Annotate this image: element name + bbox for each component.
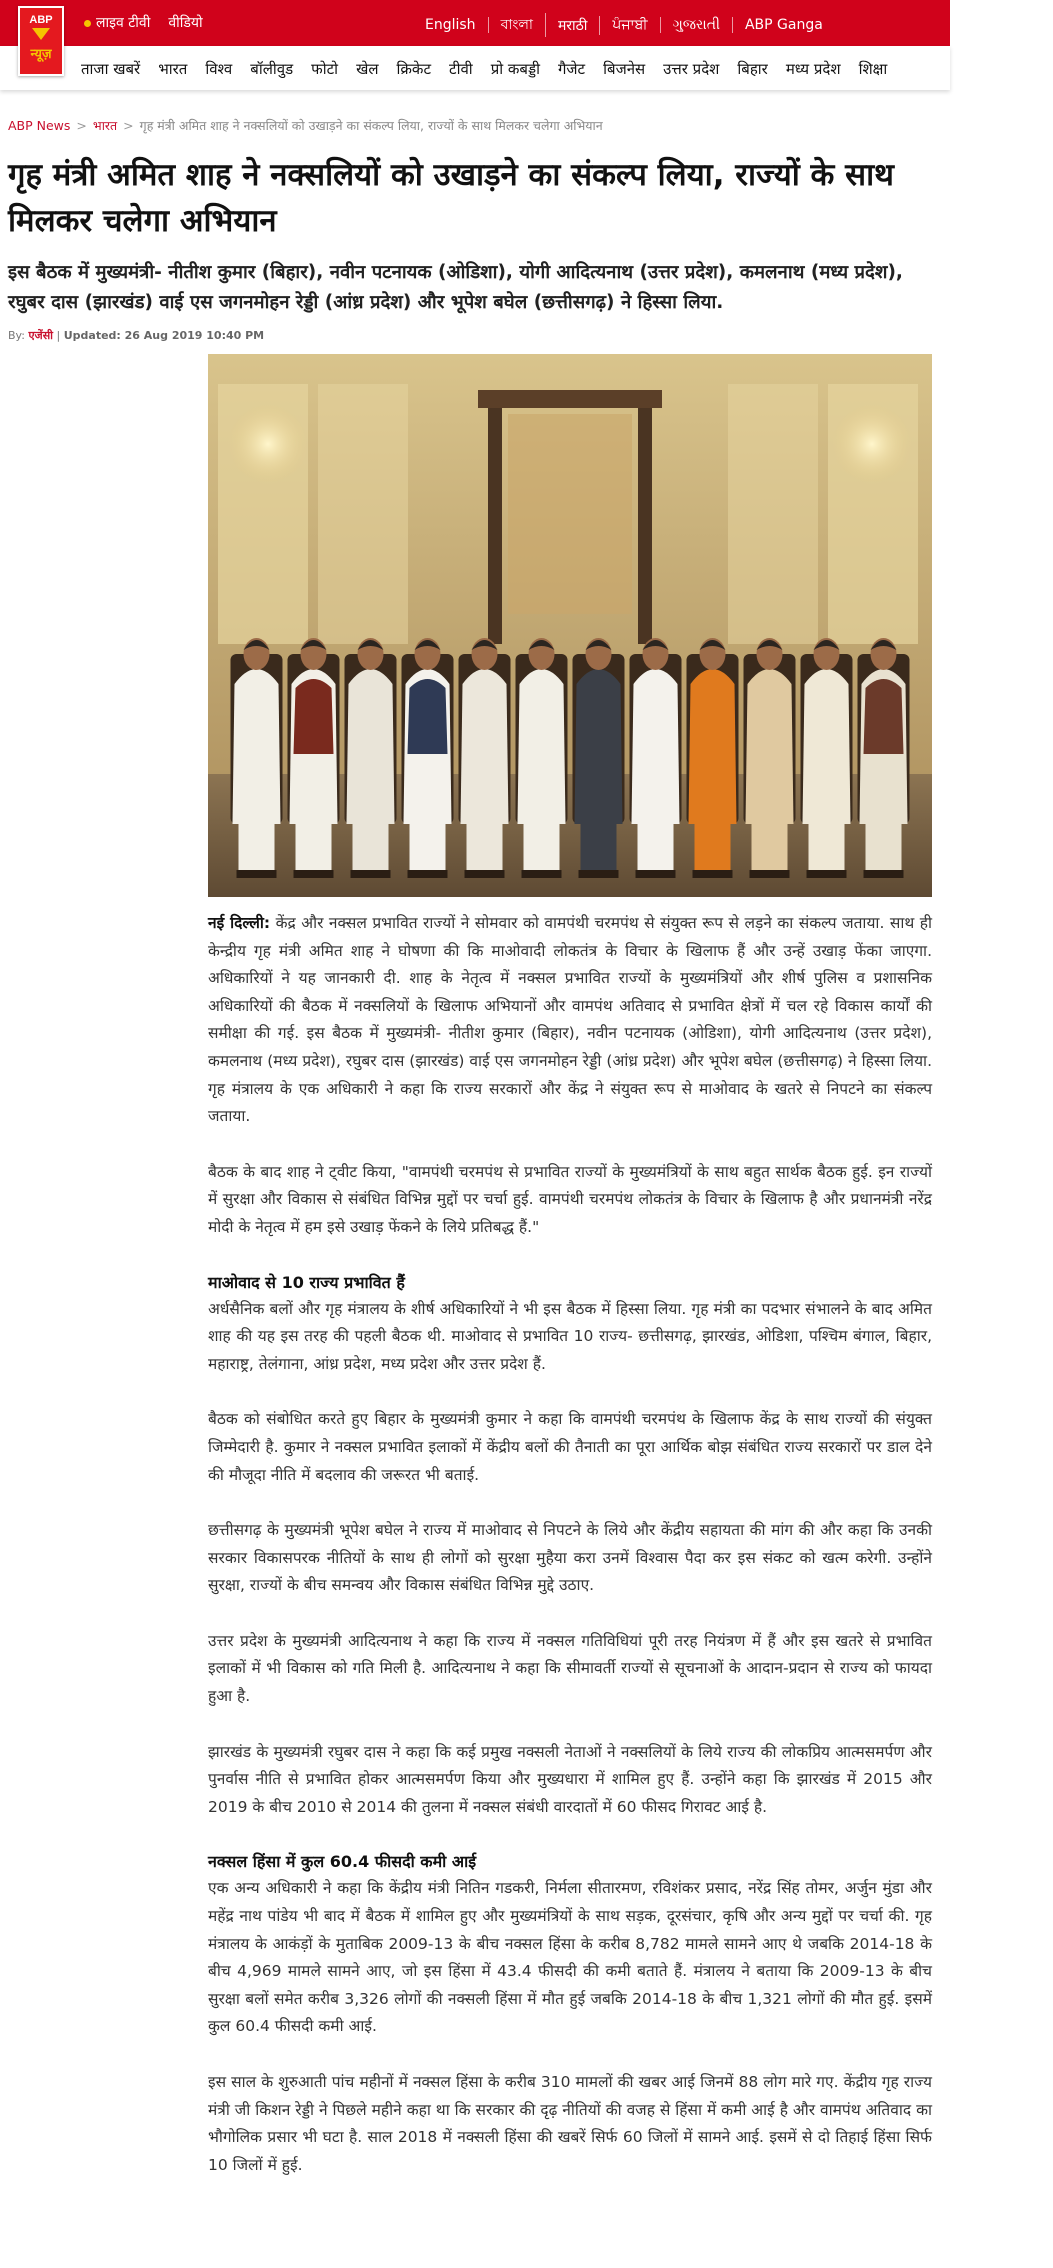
article-body [208, 910, 932, 2207]
article-byline [8, 328, 264, 343]
lang-link-punjabi[interactable]: ਪੰਜਾਬੀ [600, 17, 660, 33]
article-paragraph: छत्तीसगढ़ के मुख्यमंत्री भूपेश बघेल ने राज्य में माओवाद से निपटने के लिये और केंद्रीय सहायता की मांग की और कहा कि उनकी सरकार विकासपरक नीतियों के साथ ही लोगों को सुरक्षा मुहैया करा उनमें विश्वास पैदा कर इस संकट को खत्म करेगी. उन्होंने सुरक्षा, राज्यों के बीच समन्वय और विकास संबंधित विभिन्न मुद्दे उठाए. [208, 1521, 932, 1595]
lang-link-abp-ganga[interactable]: ABP Ganga [744, 17, 823, 33]
language-links [425, 13, 835, 37]
nav-item-gadget[interactable]: गैजेट [557, 60, 586, 78]
nav-item-photo[interactable]: फोटो [311, 60, 339, 78]
lang-link-english[interactable]: English [425, 17, 489, 33]
article-paragraph: बैठक के बाद शाह ने ट्वीट किया, "वामपंथी चरमपंथ से प्रभावित राज्यों के मुख्यमंत्रियों के साथ बहुत सार्थक बैठक हुई. इन राज्यों में सुरक्षा और विकास से संबंधित विभिन्न मुद्दों पर चर्चा हुई. वामपंथी चरमपंथ लोकतंत्र के विचार के खिलाफ है और प्रधानमंत्री नरेंद्र मोदी के नेतृत्व में हम इसे उखाड़ फेंकने के लिये प्रतिबद्ध हैं." [208, 1162, 932, 1236]
article-dateline: नई दिल्ली: [208, 914, 271, 932]
article-subheading: नक्सल हिंसा में कुल 60.4 फीसदी कमी आई [208, 1852, 477, 1872]
byline-author[interactable]: एजेंसी [28, 329, 53, 342]
logo-text-top: ABP [29, 14, 53, 26]
nav-item-latest-news[interactable]: ताजा खबरें [81, 60, 141, 78]
nav-item-pro-kabaddi[interactable]: प्रो कबड्डी [490, 60, 540, 78]
breadcrumb-home[interactable]: ABP News [8, 118, 71, 133]
nav-item-tv[interactable]: टीवी [449, 60, 473, 78]
article-paragraph: बैठक को संबोधित करते हुए बिहार के मुख्यमंत्री कुमार ने कहा कि वामपंथी चरमपंथ के खिलाफ केंद्र के साथ राज्यों की संयुक्त जिम्मेदारी है. कुमार ने नक्सल प्रभावित इलाकों में केंद्रीय बलों की तैनाती का पूरा आर्थिक बोझ संबंधित राज्य सरकारों पर डाल देने की मौजूदा नीति में बदलाव की जरूरत भी बताई. [208, 1410, 932, 1484]
nav-item-uttar-pradesh[interactable]: उत्तर प्रदेश [663, 60, 720, 78]
article-subtitle: इस बैठक में मुख्यमंत्री- नीतीश कुमार (बिहार), नवीन पटनायक (ओडिशा), योगी आदित्यनाथ (उत्तर प्रदेश), कमलनाथ (मध्य प्रदेश), रघुबर दास (झारखंड) वाई एस जगनमोहन रेड्डी (आंध्र प्रदेश) और भूपेश बघेल (छत्तीसगढ़) ने हिस्सा लिया. [8, 262, 903, 313]
nav-item-business[interactable]: बिजनेस [603, 60, 646, 78]
nav-item-sports[interactable]: खेल [356, 60, 379, 78]
video-link[interactable]: वीडियो [168, 15, 203, 31]
breadcrumb-separator: > [123, 118, 134, 133]
nav-item-madhya-pradesh[interactable]: मध्य प्रदेश [785, 60, 841, 78]
article-title: गृह मंत्री अमित शाह ने नक्सलियों को उखाड़ने का संकल्प लिया, राज्यों के साथ मिलकर चलेगा अभियान [8, 157, 894, 239]
byline-prefix: By: [8, 329, 25, 342]
live-tv-label: लाइव टीवी [96, 15, 151, 31]
top-header-bar [0, 0, 950, 46]
article-subheading: माओवाद से 10 राज्य प्रभावित हैं [208, 1272, 405, 1292]
byline-separator: | [56, 329, 61, 342]
article-hero-image [208, 354, 932, 897]
lang-link-marathi[interactable]: मराठी [546, 16, 600, 35]
breadcrumb-current: गृह मंत्री अमित शाह ने नक्सलियों को उखाड़ने का संकल्प लिया, राज्यों के साथ मिलकर चलेगा अभियान [139, 118, 603, 133]
nav-item-world[interactable]: विश्व [205, 60, 233, 78]
top-left-links [84, 13, 203, 32]
lang-link-gujarati[interactable]: ગુજરાતી [661, 17, 733, 33]
article-paragraph: उत्तर प्रदेश के मुख्यमंत्री आदित्यनाथ ने कहा कि राज्य में नक्सल गतिविधियां पूरी तरह नियंत्रण में हैं और इस खतरे से प्रभावित इलाकों में भी विकास को गति मिली है. आदित्यनाथ ने कहा कि सीमावर्ती राज्यों से सूचनाओं के आदान-प्रदान से राज्य को फायदा हुआ है. [208, 1631, 932, 1706]
article-paragraph: एक अन्य अधिकारी ने कहा कि केंद्रीय मंत्री नितिन गडकरी, निर्मला सीतारमण, रविशंकर प्रसाद, नरेंद्र सिंह तोमर, अर्जुन मुंडा और महेंद्र नाथ पांडेय भी बाद में बैठक में शामिल हुए और मुख्यमंत्रियों के साथ सड़क, दूरसंचार, कृषि और अन्य मुद्दों पर चर्चा की. गृह मंत्रालय के आकंड़ों के मुताबिक 2009-13 के बीच नक्सल हिंसा के करीब 8,782 मामले सामने आए थे जबकि 2014-18 के बीच 4,969 मामले सामने आए, जो इस हिंसा में 43.4 फीसदी की कमी बताते हैं. मंत्रालय ने बताया कि 2009-13 के बीच सुरक्षा बलों समेत करीब 3,326 लोगों की नक्सली हिंसा में मौत हुई जबकि 2014-18 के बीच 1,321 लोगों की मौत हुई. इसमें कुल 60.4 फीसदी कमी आई. [208, 1879, 932, 2036]
logo-triangle-icon [32, 28, 50, 40]
nav-items [81, 59, 887, 79]
breadcrumb [8, 117, 603, 134]
article-paragraph: इस साल के शुरुआती पांच महीनों में नक्सल हिंसा के करीब 310 मामलों की खबर आई जिनमें 88 लोग मारे गए. केंद्रीय गृह राज्य मंत्री जी किशन रेड्डी ने पिछले महीने कहा था कि सरकार की दृढ़ नीतियों की वजह से हिंसा में कमी आई है और वामपंथ अतिवाद का भौगोलिक प्रसार भी घटा है. साल 2018 में नक्सली हिंसा की खबरें सिर्फ 60 जिलों में सामने आई. इसमें से दो तिहाई हिंसा सिर्फ 10 जिलों में हुई. [208, 2073, 932, 2174]
nav-item-bollywood[interactable]: बॉलीवुड [250, 60, 294, 78]
abp-news-logo[interactable] [18, 6, 64, 76]
lang-link-bangla[interactable]: বাংলা [489, 13, 546, 37]
live-tv-link[interactable] [84, 13, 150, 32]
nav-item-bihar[interactable]: बिहार [737, 60, 768, 78]
group-photo-illustration [208, 354, 932, 897]
main-nav [0, 46, 950, 90]
nav-item-education[interactable]: शिक्षा [858, 60, 888, 78]
article-paragraph: अर्धसैनिक बलों और गृह मंत्रालय के शीर्ष अधिकारियों ने भी इस बैठक में हिस्सा लिया. गृह मंत्री का पदभार संभालने के बाद अमित शाह की यह इस तरह की पहली बैठक थी. माओवाद से प्रभावित 10 राज्य- छत्तीसगढ़, झारखंड, ओडिशा, पश्चिम बंगाल, बिहार, महाराष्ट्र, तेलंगाना, आंध्र प्रदेश, मध्य प्रदेश और उत्तर प्रदेश हैं. [208, 1299, 932, 1373]
nav-item-india[interactable]: भारत [158, 60, 188, 78]
article-paragraph [208, 910, 932, 1131]
byline-updated: Updated: 26 Aug 2019 10:40 PM [63, 329, 265, 342]
breadcrumb-section[interactable]: भारत [92, 118, 118, 133]
logo-text-bottom: न्यूज़ [30, 47, 52, 62]
breadcrumb-separator: > [76, 118, 87, 133]
nav-item-cricket[interactable]: क्रिकेट [396, 60, 432, 78]
live-dot-icon [84, 20, 91, 27]
article-paragraph-text: केंद्र और नक्सल प्रभावित राज्यों ने सोमवार को वामपंथी चरमपंथ से संयुक्त रूप से लड़ने का संकल्प जताया. साथ ही केन्द्रीय गृह मंत्री अमित शाह ने घोषणा की कि माओवादी लोकतंत्र के विचार के खिलाफ हैं और उन्हें उखाड़ फेंका जाएगा. अधिकारियों ने यह जानकारी दी. शाह के नेतृत्व में नक्सल प्रभावित राज्यों के मुख्यमंत्रियों और शीर्ष पुलिस व प्रशासनिक अधिकारियों की बैठक में नक्सलियों के खिलाफ अभियानों और वामपंथ अतिवाद से प्रभावित क्षेत्रों में चल रहे विकास कार्यों की समीक्षा की गई. इस बैठक में मुख्यमंत्री- नीतीश कुमार (बिहार), नवीन पटनायक (ओडिशा), योगी आदित्यनाथ (उत्तर प्रदेश), कमलनाथ (मध्य प्रदेश), रघुबर दास (झारखंड) वाई एस जगनमोहन रेड्डी (आंध्र प्रदेश) और भूपेश बघेल (छत्तीसगढ़) ने हिस्सा लिया. गृह मंत्रालय के एक अधिकारी ने कहा कि राज्य सरकारों और केंद्र ने संयुक्त रूप से माओवाद के खतरे से निपटने का संकल्प जताया. [208, 914, 932, 1126]
article-paragraph: झारखंड के मुख्यमंत्री रघुबर दास ने कहा कि कई प्रमुख नक्सली नेताओं ने नक्सलियों के लिये राज्य की लोकप्रिय आत्मसमर्पण और पुनर्वास नीति से प्रभावित होकर आत्मसमर्पण किया और मुख्यधारा में शामिल हुए हैं. उन्होंने कहा कि झारखंड में 2015 और 2019 के बीच 2010 से 2014 की तुलना में नक्सल संबंधी वारदातों में 60 फीसद गिरावट आई है. [208, 1742, 932, 1816]
